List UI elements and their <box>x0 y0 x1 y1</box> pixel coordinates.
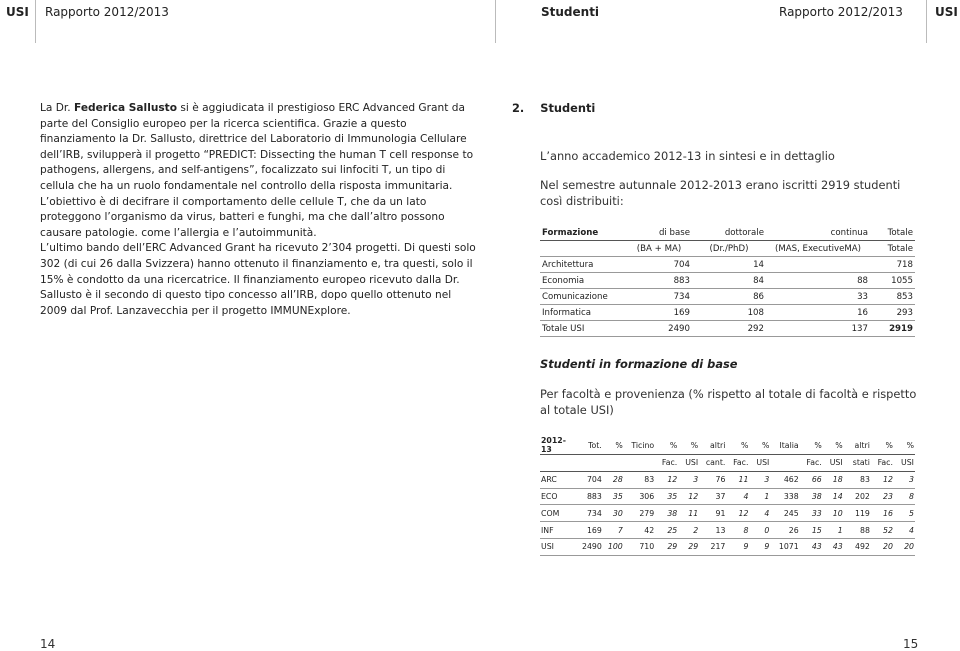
table-cell: COM <box>540 505 576 522</box>
table-cell: 37 <box>699 488 726 505</box>
table-cell: 119 <box>844 505 871 522</box>
table-cell: 3 <box>894 471 915 488</box>
text-run: si è aggiudicata il prestigioso ERC Advanced Grant da parte del Consiglio europeo per la ricerca scientifica. Grazie a questo finanziamento la Dr. Sallusto, direttrice del Laboratorio di Immunologia Cellulare dell’IRB, svilupperà il progetto “PREDICT: Dissecting the human T cell response to pathogens, allergens, and self-antigens”, focalizzato sui linfociti T, un tipo di cellula che ha un ruolo fondamentale nel controllo della risposta immunitaria. L’obiettivo è di decifrare il comportamento delle cellule T, che da un lato proteggono l’organismo da virus, batteri e funghi, ma che dall’altro possono causare patologie. come l’allergia e l’autoimmunità. <box>40 102 474 239</box>
header-title-right: Rapporto 2012/2013 <box>779 5 903 19</box>
table-cell: Architettura <box>540 257 626 273</box>
table-cell: 704 <box>576 471 603 488</box>
table-cell: 5 <box>894 505 915 522</box>
table-cell: 734 <box>626 289 692 305</box>
table-cell: 10 <box>823 505 844 522</box>
table-cell: 4 <box>749 505 770 522</box>
header-divider <box>926 0 927 43</box>
table-cell: 7 <box>603 522 624 539</box>
table-header-cell: % <box>871 436 894 455</box>
table-header-cell: Fac. <box>655 455 678 472</box>
table-cell: 88 <box>844 522 871 539</box>
table-header-cell: altri <box>844 436 871 455</box>
table-header-cell: Fac. <box>726 455 749 472</box>
table-header-cell <box>624 455 655 472</box>
table-header-cell: Ticino <box>624 436 655 455</box>
paragraph-projects: L’ultimo bando dell’ERC Advanced Grant ha ricevuto 2’304 progetti. Di questi solo 302 (di cui 26 dalla Svizzera) hanno ottenuto il finanziamento e, tra questi, solo il 15% è condotto da una ricercatrice. Il finanziamento europeo ricevuto dalla Dr. Sallusto è il secondo di questo tipo concesso all’IRB, dopo quello ottenuto nel 2009 dal Prof. Lanzavecchia per il progetto IMMUNExplore. <box>40 242 476 317</box>
header-title-left: Rapporto 2012/2013 <box>45 5 169 19</box>
table-row <box>540 538 915 555</box>
table-cell: 16 <box>766 305 870 321</box>
table-row <box>540 522 915 539</box>
table-header-cell: Totale <box>870 241 915 257</box>
table-cell: 704 <box>626 257 692 273</box>
table-header-cell: Fac. <box>800 455 823 472</box>
table-cell: 8 <box>894 488 915 505</box>
table-row <box>540 471 915 488</box>
table-cell: 4 <box>894 522 915 539</box>
table-cell: 11 <box>726 471 749 488</box>
table-header-cell: (Dr./PhD) <box>692 241 766 257</box>
table-header-cell: USI <box>894 455 915 472</box>
table-header-cell: % <box>655 436 678 455</box>
table-header-cell: continua <box>766 225 870 241</box>
table-cell: 202 <box>844 488 871 505</box>
table-cell: 169 <box>626 305 692 321</box>
table-cell: 462 <box>770 471 799 488</box>
table-header-cell: % <box>726 436 749 455</box>
section-subtitle: L’anno accademico 2012-13 in sintesi e in dettaglio <box>540 149 835 163</box>
subsection-description: Per facoltà e provenienza (% rispetto al totale di facoltà e rispetto al totale USI) <box>540 387 917 417</box>
table-row <box>540 257 915 273</box>
subsection-title: Studenti in formazione di base <box>540 357 738 371</box>
table-cell: 43 <box>823 538 844 555</box>
table-cell: 2490 <box>626 321 692 337</box>
table-cell: 20 <box>894 538 915 555</box>
table-header-cell <box>770 455 799 472</box>
table-cell: 137 <box>766 321 870 337</box>
table-cell: 20 <box>871 538 894 555</box>
table-cell: 2490 <box>576 538 603 555</box>
table-cell: 883 <box>626 273 692 289</box>
table-cell: 25 <box>655 522 678 539</box>
table-cell: 734 <box>576 505 603 522</box>
right-column <box>512 101 922 115</box>
table-cell: ARC <box>540 471 576 488</box>
table-cell: 88 <box>766 273 870 289</box>
table-header-cell <box>603 455 624 472</box>
table-cell: 9 <box>726 538 749 555</box>
table-cell: 86 <box>692 289 766 305</box>
table-header-cell: USI <box>749 455 770 472</box>
table-cell: 18 <box>823 471 844 488</box>
table-cell: Economia <box>540 273 626 289</box>
table-cell: 91 <box>699 505 726 522</box>
table-cell: 9 <box>749 538 770 555</box>
table-cell: 14 <box>823 488 844 505</box>
table-cell: 3 <box>678 471 699 488</box>
table-header-cell: USI <box>823 455 844 472</box>
table-cell: 2919 <box>870 321 915 337</box>
table-cell: 12 <box>871 471 894 488</box>
table-cell: 28 <box>603 471 624 488</box>
table-cell: 11 <box>678 505 699 522</box>
table-cell: 29 <box>678 538 699 555</box>
table-header-cell: Italia <box>770 436 799 455</box>
researcher-name: Federica Sallusto <box>74 102 178 114</box>
table-header-cell: % <box>823 436 844 455</box>
table-cell: 1 <box>749 488 770 505</box>
table-cell: 0 <box>749 522 770 539</box>
table-cell: 245 <box>770 505 799 522</box>
table-cell: 492 <box>844 538 871 555</box>
table-cell <box>766 257 870 273</box>
table-header-cell: % <box>894 436 915 455</box>
text-run: La Dr. <box>40 102 75 114</box>
table-header-cell: Totale <box>870 225 915 241</box>
table-cell: 84 <box>692 273 766 289</box>
paragraph-grant <box>40 101 480 241</box>
table-cell: 12 <box>726 505 749 522</box>
left-body-text <box>40 101 480 319</box>
header-section: Studenti <box>541 5 600 19</box>
table-header-cell: Tot. <box>576 436 603 455</box>
header-divider <box>35 0 36 43</box>
table-header-cell: altri <box>699 436 726 455</box>
table-header-cell: stati <box>844 455 871 472</box>
table-cell: Informatica <box>540 305 626 321</box>
header-org-right: USI <box>935 5 958 19</box>
table-cell: 33 <box>800 505 823 522</box>
table-cell: 23 <box>871 488 894 505</box>
table-header-cell: % <box>678 436 699 455</box>
table-cell: 1055 <box>870 273 915 289</box>
table-cell: 293 <box>870 305 915 321</box>
table-cell: 279 <box>624 505 655 522</box>
table-header-cell: % <box>603 436 624 455</box>
table-total-row <box>540 321 915 337</box>
table-header-row <box>540 436 915 455</box>
page-number-right: 15 <box>903 637 919 651</box>
table-cell: 83 <box>624 471 655 488</box>
table-header-row <box>540 241 915 257</box>
table-cell: 52 <box>871 522 894 539</box>
table-cell: 16 <box>871 505 894 522</box>
table-cell: 1071 <box>770 538 799 555</box>
table-cell: 4 <box>726 488 749 505</box>
faculty-provenance-table <box>540 436 915 556</box>
table-header-cell: % <box>749 436 770 455</box>
header-divider <box>495 0 496 43</box>
table-cell: 8 <box>726 522 749 539</box>
table-cell: 710 <box>624 538 655 555</box>
section-intro: Nel semestre autunnale 2012-2013 erano iscritti 2919 studenti così distribuiti: <box>540 178 901 208</box>
table-cell: 12 <box>655 471 678 488</box>
table-cell: 29 <box>655 538 678 555</box>
table-cell: 15 <box>800 522 823 539</box>
table-cell: 38 <box>655 505 678 522</box>
table-header-cell: % <box>800 436 823 455</box>
table-row <box>540 289 915 305</box>
enrollment-table <box>540 225 915 337</box>
table-cell: 26 <box>770 522 799 539</box>
table-header-cell: (BA + MA) <box>626 241 692 257</box>
table-header-row <box>540 225 915 241</box>
table-cell: 3 <box>749 471 770 488</box>
table-row <box>540 305 915 321</box>
table-cell: 718 <box>870 257 915 273</box>
table-row <box>540 273 915 289</box>
table-cell: 35 <box>655 488 678 505</box>
table-cell: 13 <box>699 522 726 539</box>
table-cell: 42 <box>624 522 655 539</box>
table-cell: INF <box>540 522 576 539</box>
table-row <box>540 505 915 522</box>
table-header-cell: USI <box>678 455 699 472</box>
table-header-cell: Formazione <box>540 225 626 241</box>
table-header-cell <box>540 241 626 257</box>
table-cell: 66 <box>800 471 823 488</box>
table-cell: 169 <box>576 522 603 539</box>
table-cell: 38 <box>800 488 823 505</box>
page-number-left: 14 <box>40 637 56 651</box>
table-row <box>540 488 915 505</box>
table-cell: 292 <box>692 321 766 337</box>
section-heading <box>512 101 922 115</box>
table-header-cell: Fac. <box>871 455 894 472</box>
section-number: 2. <box>512 101 525 115</box>
table-header-row <box>540 455 915 472</box>
table-header-cell <box>576 455 603 472</box>
table-cell: 883 <box>576 488 603 505</box>
table-cell: ECO <box>540 488 576 505</box>
table-cell: 306 <box>624 488 655 505</box>
table-cell: Totale USI <box>540 321 626 337</box>
table-header-cell: (MAS, ExecutiveMA) <box>766 241 870 257</box>
table-cell: 853 <box>870 289 915 305</box>
table-cell: 108 <box>692 305 766 321</box>
table-cell: 76 <box>699 471 726 488</box>
table-cell: 100 <box>603 538 624 555</box>
table-header-cell: cant. <box>699 455 726 472</box>
table-header-cell: 2012-13 <box>540 436 576 455</box>
table-cell: 83 <box>844 471 871 488</box>
table-cell: 35 <box>603 488 624 505</box>
table-cell: 33 <box>766 289 870 305</box>
table-cell: USI <box>540 538 576 555</box>
table-header-cell: dottorale <box>692 225 766 241</box>
table-cell: 1 <box>823 522 844 539</box>
table-cell: Comunicazione <box>540 289 626 305</box>
header-org-left: USI <box>6 5 29 19</box>
table-header-cell: di base <box>626 225 692 241</box>
table-cell: 43 <box>800 538 823 555</box>
table-cell: 217 <box>699 538 726 555</box>
table-cell: 30 <box>603 505 624 522</box>
table-cell: 2 <box>678 522 699 539</box>
table-header-cell <box>540 455 576 472</box>
table-cell: 14 <box>692 257 766 273</box>
table-cell: 338 <box>770 488 799 505</box>
table-cell: 12 <box>678 488 699 505</box>
section-title: Studenti <box>540 101 596 115</box>
